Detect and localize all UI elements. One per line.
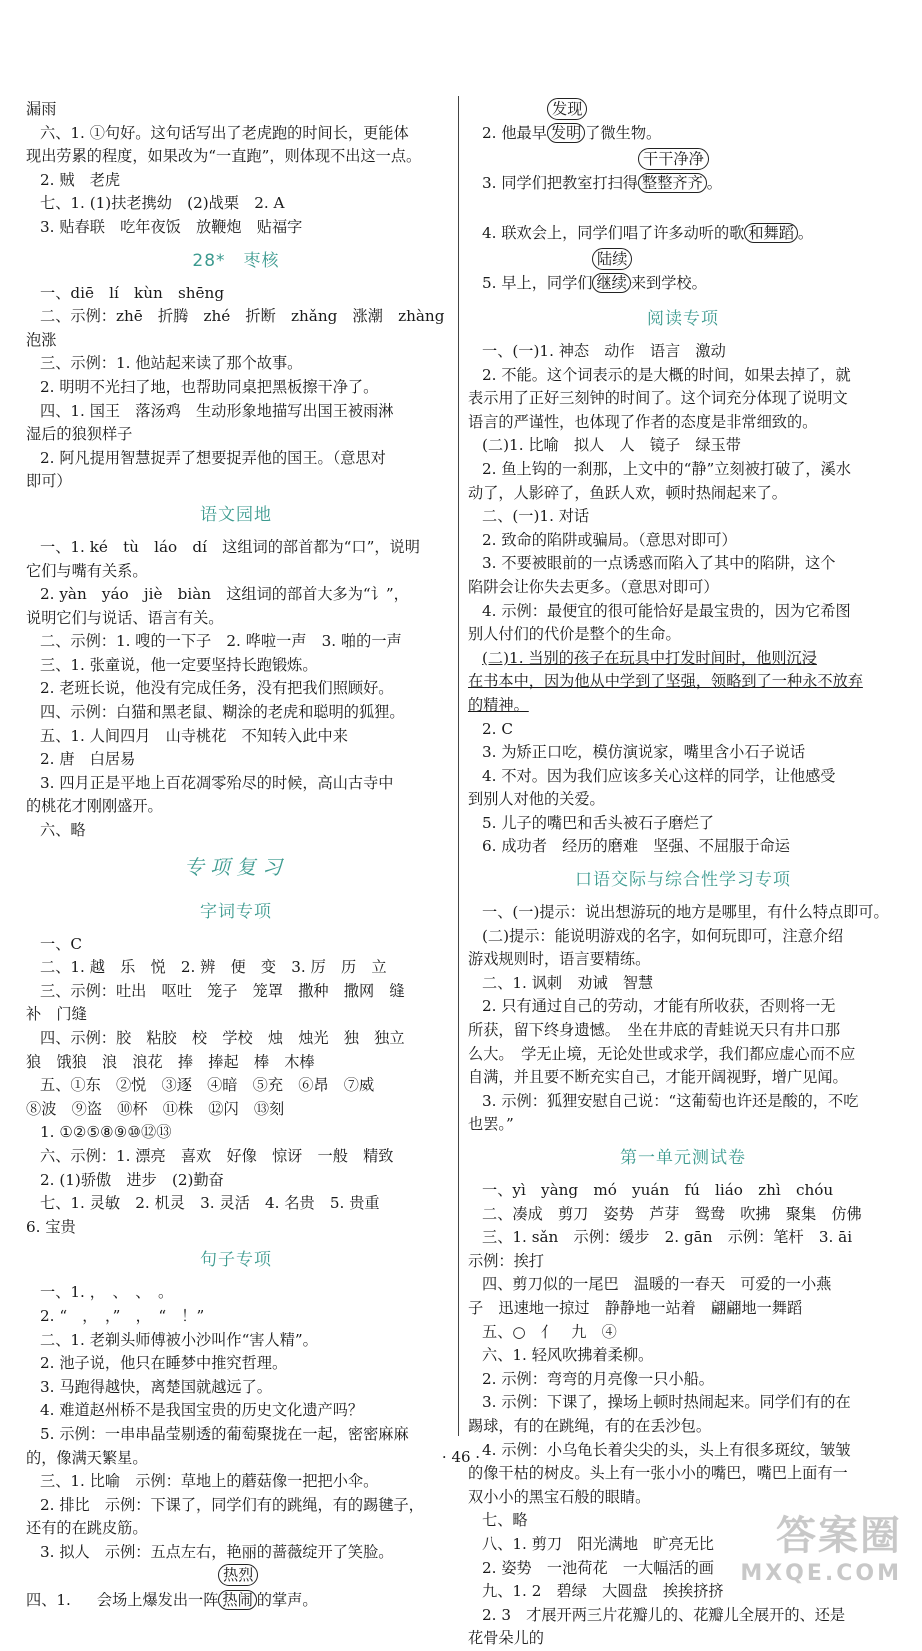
answer-line: 漏雨 — [26, 100, 57, 118]
answer-line: 二、示例：zhē 折腾 zhé 折断 zhǎng 涨潮 zhàng — [40, 307, 445, 326]
answer-line: 的桃花才刚刚盛开。 — [26, 797, 163, 816]
correction-item — [468, 248, 898, 298]
correction-item — [468, 98, 898, 148]
circled-word: 和舞蹈 — [744, 223, 798, 243]
answer-line: 二、1. 越 乐 悦 2. 辨 便 变 3. 厉 历 立 — [40, 958, 387, 977]
answer-line: 2. 排比 示例：下课了，同学们有的跳绳，有的踢毽子， — [40, 1495, 424, 1514]
correction-note: 发现 — [547, 98, 587, 120]
answer-line: (二)1. 当别的孩子在玩具中打发时间时，他则沉浸 — [482, 648, 817, 667]
answer-line: 五、1. 人间四月 山寺桃花 不知转入此中来 — [40, 726, 348, 745]
answer-line: 还有的在跳皮筋。 — [26, 1519, 148, 1538]
answer-line: 三、示例：1. 他站起来读了那个故事。 — [40, 354, 303, 373]
answer-line: 5. 示例：一串串晶莹剔透的葡萄聚拢在一起，密密麻麻 — [40, 1424, 409, 1443]
sentence-text: 的掌声。 — [256, 1590, 318, 1609]
answer-line: 四、1. 国王 落汤鸡 生动形象地描写出国王被雨淋 — [40, 401, 394, 420]
answer-line: 示例：挨打 — [468, 1251, 544, 1270]
answer-line: (二)提示：能说明游戏的名字，如何玩即可，注意介绍 — [482, 926, 844, 945]
left-column — [26, 98, 446, 1614]
answer-line: 表示用了正好三刻钟的时间了。这个词充分体现了说明文 — [468, 389, 848, 408]
answer-line: 的，像满天繁星。 — [26, 1448, 148, 1467]
section-heading: 字词专项 — [200, 901, 272, 922]
answer-line: 2. 示例：弯弯的月亮像一只小船。 — [482, 1369, 714, 1388]
sentence-text: 。 — [797, 224, 814, 243]
answer-line: 它们与嘴有关系。 — [26, 561, 148, 580]
answer-line: 2. 阿凡提用智慧捉弄了想要捉弄他的国王。（意思对 — [40, 448, 386, 467]
answer-line: 别人付们的代价是整个的生命。 — [468, 625, 681, 644]
section-heading: 句子专项 — [200, 1250, 272, 1271]
answer-line: 3. 为矫正口吃，模仿演说家，嘴里含小石子说话 — [482, 743, 806, 762]
answer-line: 湿后的狼狈样子 — [26, 425, 133, 444]
circled-word: 继续 — [592, 273, 630, 293]
answer-line: 五、①东 ②悦 ③逐 ④暗 ⑤充 ⑥昂 ⑦威 — [40, 1076, 375, 1095]
circled-word: 发明 — [547, 123, 585, 143]
answer-line: 泡涨 — [26, 330, 57, 349]
answer-line: 2. “ ， ，” ， “ ！” — [40, 1306, 205, 1325]
answer-line: 3. 拟人 示例：五点左右，艳丽的蔷薇绽开了笑脸。 — [40, 1542, 394, 1561]
correction-item — [468, 198, 898, 248]
answer-line: 3. 示例：下课了，操场上顿时热闹起来。同学们有的在 — [482, 1393, 851, 1412]
answer-line: 的精神。 — [468, 695, 529, 714]
sentence-text: 5. 早上，同学们 — [482, 274, 593, 293]
answer-line: 二、示例：1. 嗖的一下子 2. 哗啦一声 3. 啪的一声 — [40, 632, 402, 651]
answer-line: 三、1. 张童说，他一定要坚持长跑锻炼。 — [40, 655, 318, 674]
answer-line: 一、(一)1. 神态 动作 语言 激动 — [482, 342, 726, 360]
answer-line: ⑧波 ⑨盗 ⑩杯 ⑪株 ⑫闪 ⑬刻 — [26, 1099, 285, 1118]
answer-line: 现出劳累的程度，如果改为“一直跑”，则体现不出这一点。 — [26, 147, 422, 166]
answer-line: 2. 鱼上钩的一刹那，上文中的“静”立刻被打破了，溪水 — [482, 459, 851, 478]
answer-line: 1. ①②⑤⑧⑨⑩⑫⑬ — [40, 1123, 172, 1142]
answer-line: 动了，人影碎了，鱼跃人欢，顿时热闹起来了。 — [468, 483, 787, 502]
chapter-heading: 专项复习 — [184, 854, 288, 879]
answer-line: 七、1. (1)扶老携幼 (2)战栗 2. A — [40, 194, 285, 213]
answer-line: 游戏规则时，语言要精练。 — [468, 950, 651, 969]
answer-line: 3. 贴春联 吃年夜饭 放鞭炮 贴福字 — [40, 217, 303, 236]
answer-line: 双小小的黑宝石般的眼睛。 — [468, 1487, 651, 1506]
answer-line: 一、C — [40, 934, 82, 953]
answer-line: 自满，并且要不断充实自己，才能开阔视野，增广见闻。 — [468, 1068, 848, 1087]
answer-line: 6. 宝贵 — [26, 1217, 76, 1236]
answer-line: 六、略 — [40, 821, 86, 840]
answer-line: 三、示例：吐出 呕吐 笼子 笼罩 撒种 撒网 缝 — [40, 981, 405, 1000]
answer-line: 三、1. sǎn 示例：缓步 2. gān 示例：笔杆 3. āi — [482, 1228, 853, 1247]
answer-line: 么大。 学无止境，无论处世或求学，我们都应虚心而不应 — [468, 1044, 856, 1063]
answer-line: 到别人对他的关爱。 — [468, 790, 605, 809]
answer-line: 子 迅速地一掠过 静静地一站着 翩翩地一舞蹈 — [468, 1298, 803, 1317]
answer-line: 2. (1)骄傲 进步 (2)勤奋 — [40, 1170, 224, 1189]
watermark-title: 答案圈 — [776, 1513, 902, 1559]
section-heading: 28* 枣核 — [192, 250, 280, 271]
answer-line: 补 门缝 — [26, 1005, 87, 1024]
answer-line: 花骨朵儿的 — [468, 1629, 544, 1648]
answer-line: 4. 难道赵州桥不是我国宝贵的历史文化遗产吗？ — [40, 1401, 364, 1420]
correction-note: 干干净净 — [638, 148, 709, 170]
sentence-text: 。 — [706, 174, 722, 193]
sentence-text: 2. 他最早 — [482, 124, 547, 143]
column-divider — [458, 96, 459, 1436]
answer-line: 一、1. ， 、 、 。 — [40, 1283, 174, 1302]
answer-line: 一、yì yàng mó yuán fú liáo zhì chóu — [482, 1181, 834, 1199]
sentence-text: 4. 联欢会上，同学们唱了许多动听的歌 — [482, 224, 745, 243]
answer-line: 2. 不能。这个词表示的是大概的时间，如果去掉了，就 — [482, 365, 851, 384]
answer-line: 2. yàn yáo jiè biàn 这组词的部首大多为“讠”， — [40, 585, 409, 604]
answer-line: 2. 老班长说，他没有完成任务，没有把我们照顾好。 — [40, 679, 394, 698]
answer-line: 3. 不要被眼前的一点诱惑而陷入了其中的陷阱，这个 — [482, 554, 836, 573]
correction-note: 热烈 — [218, 1564, 258, 1586]
answer-line: 二、凑成 剪刀 姿势 芦芽 鸳鸯 吹拂 聚集 仿佛 — [482, 1204, 862, 1223]
circled-word: 热闹 — [218, 1590, 256, 1610]
answer-line: 2. 唐 白居易 — [40, 750, 136, 769]
answer-line: 一、1. ké tù láo dí 这组词的部首都为“口”，说明 — [40, 537, 420, 556]
answer-line: 2. 明明不光扫了地，也帮助同桌把黑板擦干净了。 — [40, 377, 379, 396]
item-number: 四、1. — [26, 1590, 71, 1609]
answer-line: 七、略 — [482, 1511, 528, 1530]
watermark-url: MXQE.COM — [740, 1561, 902, 1586]
answer-line: 4. 示例：小乌龟长着尖尖的头，头上有很多斑纹，皱皱 — [482, 1440, 851, 1459]
page-number: · 46 · — [441, 1448, 481, 1466]
answer-line: 四、示例：胶 粘胶 校 学校 烛 烛光 独 独立 — [40, 1029, 405, 1047]
section-heading: 口语交际与综合性学习专项 — [575, 870, 791, 891]
answer-line: 八、1. 剪刀 阳光满地 旷亮无比 — [482, 1534, 714, 1553]
answer-line: 2. 3 才展开两三片花瓣儿的、花瓣儿全展开的、还是 — [482, 1605, 846, 1624]
answer-line: 九、1. 2 碧绿 大圆盘 挨挨挤挤 — [482, 1582, 724, 1601]
answer-line: 语言的严谨性，也体现了作者的态度是非常细致的。 — [468, 412, 818, 431]
answer-line: 二、1. 讽刺 劝诫 智慧 — [482, 973, 654, 992]
answer-line: 所获，留下终身遗憾。 坐在井底的青蛙说天只有井口那 — [468, 1021, 841, 1040]
answer-line: 6. 成功者 经历的磨难 坚强、不屈服于命运 — [482, 837, 790, 856]
answer-line: 2. 只有通过自己的劳动，才能有所收获，否则将一无 — [482, 997, 836, 1016]
section-heading: 阅读专项 — [647, 309, 719, 329]
answer-line: 四、剪刀似的一尾巴 温暖的一春天 可爱的一小燕 — [482, 1275, 832, 1294]
answer-line: 踢球，有的在跳绳，有的在丢沙包。 — [468, 1416, 711, 1435]
answer-line: 2. 致命的陷阱或骗局。（意思对即可） — [482, 530, 737, 549]
answer-line: 七、1. 灵敏 2. 机灵 3. 灵活 4. 名贵 5. 贵重 — [40, 1194, 380, 1213]
answer-line: 2. 池子说，他只在睡梦中推究哲理。 — [40, 1354, 288, 1373]
answer-line: 即可） — [26, 472, 72, 491]
answer-line: 二、(一)1. 对话 — [482, 507, 590, 526]
answer-line: 3. 四月正是平地上百花凋零殆尽的时候，高山古寺中 — [40, 773, 394, 792]
answer-line: 五、○ 亻 九 ④ — [482, 1322, 617, 1341]
answer-line: 一、(一)提示：说出想游玩的地方是哪里，有什么特点即可。 — [482, 903, 889, 922]
answer-line: 4. 示例：最便宜的很可能恰好是最宝贵的，因为它希图 — [482, 601, 851, 620]
answer-line: 4. 不对。因为我们应该多关心这样的同学，让他感受 — [482, 766, 836, 785]
circled-word: 整整齐齐 — [638, 173, 707, 193]
answer-line: 2. 贼 老虎 — [40, 170, 121, 189]
section-heading: 语文园地 — [200, 504, 272, 525]
answer-line: 二、1. 老剃头师傅被小沙叫作“害人精”。 — [40, 1330, 318, 1349]
answer-line: 2. C — [482, 719, 513, 738]
answer-line: 三、1. 比喻 示例：草地上的蘑菇像一把把小伞。 — [40, 1472, 379, 1491]
answer-line: 3. 示例：狐狸安慰自己说：“这葡萄也许还是酸的，不吃 — [482, 1091, 859, 1110]
sentence-text: 会场上爆发出一阵 — [96, 1590, 219, 1609]
answer-line: 狼 饿狼 浪 浪花 捧 捧起 棒 木棒 — [26, 1052, 315, 1071]
correction-item — [468, 148, 898, 198]
section-heading: 第一单元测试卷 — [620, 1148, 746, 1168]
answer-line: 在书本中，因为他从中学到了坚强，领略到了一种永不放弃 — [468, 672, 863, 691]
answer-line: 四、示例：白猫和黑老鼠、糊涂的老虎和聪明的狐狸。 — [40, 703, 405, 722]
right-column — [468, 98, 898, 1651]
answer-line: 2. 姿势 一池荷花 一大幅活的画 — [482, 1558, 714, 1577]
answer-line: 陷阱会让你失去更多。（意思对即可） — [468, 577, 719, 596]
sentence-text: 来到学校。 — [630, 274, 707, 293]
answer-line: 一、diē lí kùn shēng — [40, 283, 225, 302]
correction-item — [26, 1564, 446, 1614]
watermark-logo — [740, 1504, 902, 1586]
answer-line: (二)1. 比喻 拟人 人 镜子 绿玉带 — [482, 436, 741, 455]
answer-line: 5. 儿子的嘴巴和舌头被石子磨烂了 — [482, 813, 714, 832]
answer-line: 六、1. 轻风吹拂着柔柳。 — [482, 1346, 654, 1365]
answer-line: 六、示例：1. 漂亮 喜欢 好像 惊讶 一般 精致 — [40, 1146, 394, 1165]
correction-note: 陆续 — [592, 248, 632, 270]
answer-line: 说明它们与说话、语言有关。 — [26, 608, 224, 627]
answer-line: 六、1. ①句好。这句话写出了老虎跑的时间长，更能体 — [40, 123, 409, 142]
sentence-text: 了微生物。 — [585, 124, 662, 143]
sentence-text: 3. 同学们把教室打扫得 — [482, 174, 639, 193]
answer-line: 3. 马跑得越快，离楚国就越远了。 — [40, 1377, 272, 1396]
answer-line: 也罢。” — [468, 1115, 514, 1134]
answer-line: 的像干枯的树皮。头上有一张小小的嘴巴，嘴巴上面有一 — [468, 1464, 848, 1483]
